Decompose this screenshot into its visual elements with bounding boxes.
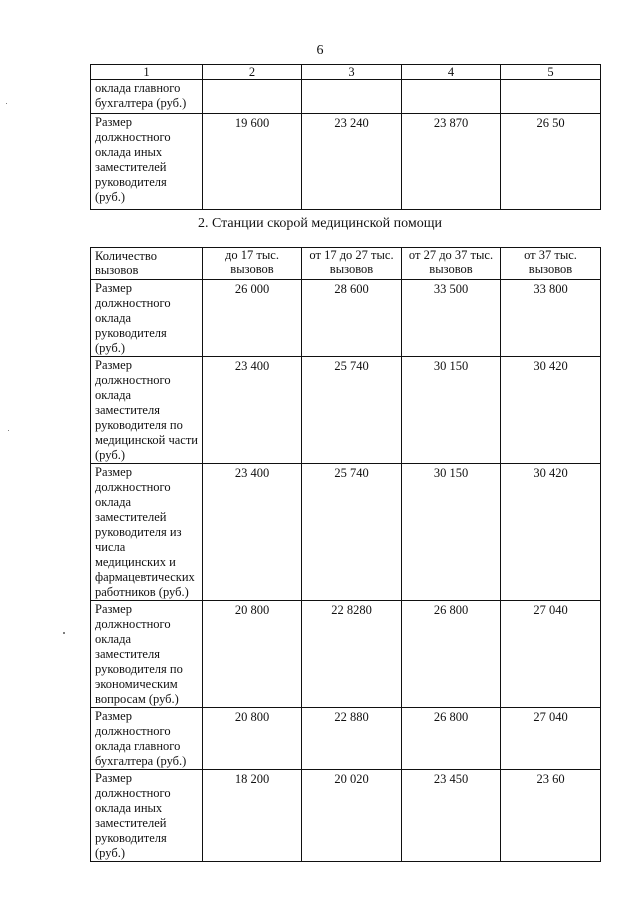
scan-speck xyxy=(8,430,9,431)
salary-value-cell: 25 740 xyxy=(302,357,402,464)
table-row xyxy=(91,80,601,114)
salary-value-cell: 30 420 xyxy=(501,357,601,464)
column-number-row xyxy=(91,65,601,80)
row-label-cell: оклада главного бухгалтера (руб.) xyxy=(91,80,203,114)
salary-value-cell: 30 420 xyxy=(501,464,601,601)
salary-value-cell: 18 200 xyxy=(203,770,302,862)
ambulance-salary-table xyxy=(90,247,601,862)
column-number-cell: 2 xyxy=(203,65,302,80)
page-number: 6 xyxy=(316,43,324,58)
salary-value-cell: 26 50 xyxy=(501,114,601,210)
table-row xyxy=(91,114,601,210)
salary-value-cell xyxy=(402,80,501,114)
salary-value-cell xyxy=(203,80,302,114)
header-call-range-cell: до 17 тыс. вызовов xyxy=(203,248,302,280)
header-row xyxy=(91,248,601,280)
row-label-cell: Размер должностного оклада главного бухгалтера (руб.) xyxy=(91,708,203,770)
table-row xyxy=(91,770,601,862)
header-call-range-cell: от 27 до 37 тыс. вызовов xyxy=(402,248,501,280)
table-row xyxy=(91,357,601,464)
row-label-cell: Размер должностного оклада заместителей руководителя из числа медицинских и фармацевтических работников (руб.) xyxy=(91,464,203,601)
row-label-cell: Размер должностного оклада иных заместителей руководителя (руб.) xyxy=(91,770,203,862)
table-row xyxy=(91,708,601,770)
salary-value-cell: 28 600 xyxy=(302,280,402,357)
salary-value-cell: 22 880 xyxy=(302,708,402,770)
continuation-table-body xyxy=(91,65,601,210)
scan-speck xyxy=(63,632,65,634)
scan-speck xyxy=(6,103,7,104)
salary-value-cell: 27 040 xyxy=(501,601,601,708)
salary-value-cell: 30 150 xyxy=(402,357,501,464)
row-label-cell: Размер должностного оклада заместителя руководителя по медицинской части (руб.) xyxy=(91,357,203,464)
column-number-cell: 4 xyxy=(402,65,501,80)
salary-value-cell: 20 020 xyxy=(302,770,402,862)
salary-value-cell: 22 8280 xyxy=(302,601,402,708)
table-row xyxy=(91,601,601,708)
row-label-cell: Размер должностного оклада руководителя (руб.) xyxy=(91,280,203,357)
column-number-cell: 1 xyxy=(91,65,203,80)
column-number-cell: 3 xyxy=(302,65,402,80)
salary-table-continuation xyxy=(90,64,601,210)
salary-value-cell xyxy=(501,80,601,114)
header-call-range-cell: от 17 до 27 тыс. вызовов xyxy=(302,248,402,280)
header-call-range-cell: от 37 тыс. вызовов xyxy=(501,248,601,280)
salary-value-cell: 33 800 xyxy=(501,280,601,357)
salary-value-cell: 23 450 xyxy=(402,770,501,862)
section-heading: 2. Станции скорой медицинской помощи xyxy=(197,216,443,231)
row-label-cell: Размер должностного оклада иных заместителей руководителя (руб.) xyxy=(91,114,203,210)
salary-value-cell: 23 400 xyxy=(203,464,302,601)
salary-value-cell: 27 040 xyxy=(501,708,601,770)
salary-value-cell xyxy=(302,80,402,114)
salary-value-cell: 20 800 xyxy=(203,708,302,770)
header-label-cell: Количество вызовов xyxy=(91,248,203,280)
salary-value-cell: 26 000 xyxy=(203,280,302,357)
salary-value-cell: 23 60 xyxy=(501,770,601,862)
salary-value-cell: 33 500 xyxy=(402,280,501,357)
salary-value-cell: 23 240 xyxy=(302,114,402,210)
salary-value-cell: 19 600 xyxy=(203,114,302,210)
column-number-cell: 5 xyxy=(501,65,601,80)
salary-value-cell: 23 400 xyxy=(203,357,302,464)
salary-value-cell: 30 150 xyxy=(402,464,501,601)
salary-value-cell: 20 800 xyxy=(203,601,302,708)
salary-value-cell: 25 740 xyxy=(302,464,402,601)
table-row xyxy=(91,464,601,601)
salary-value-cell: 23 870 xyxy=(402,114,501,210)
row-label-cell: Размер должностного оклада заместителя руководителя по экономическим вопросам (руб.) xyxy=(91,601,203,708)
salary-value-cell: 26 800 xyxy=(402,601,501,708)
table-row xyxy=(91,280,601,357)
salary-value-cell: 26 800 xyxy=(402,708,501,770)
ambulance-table-body xyxy=(91,248,601,862)
